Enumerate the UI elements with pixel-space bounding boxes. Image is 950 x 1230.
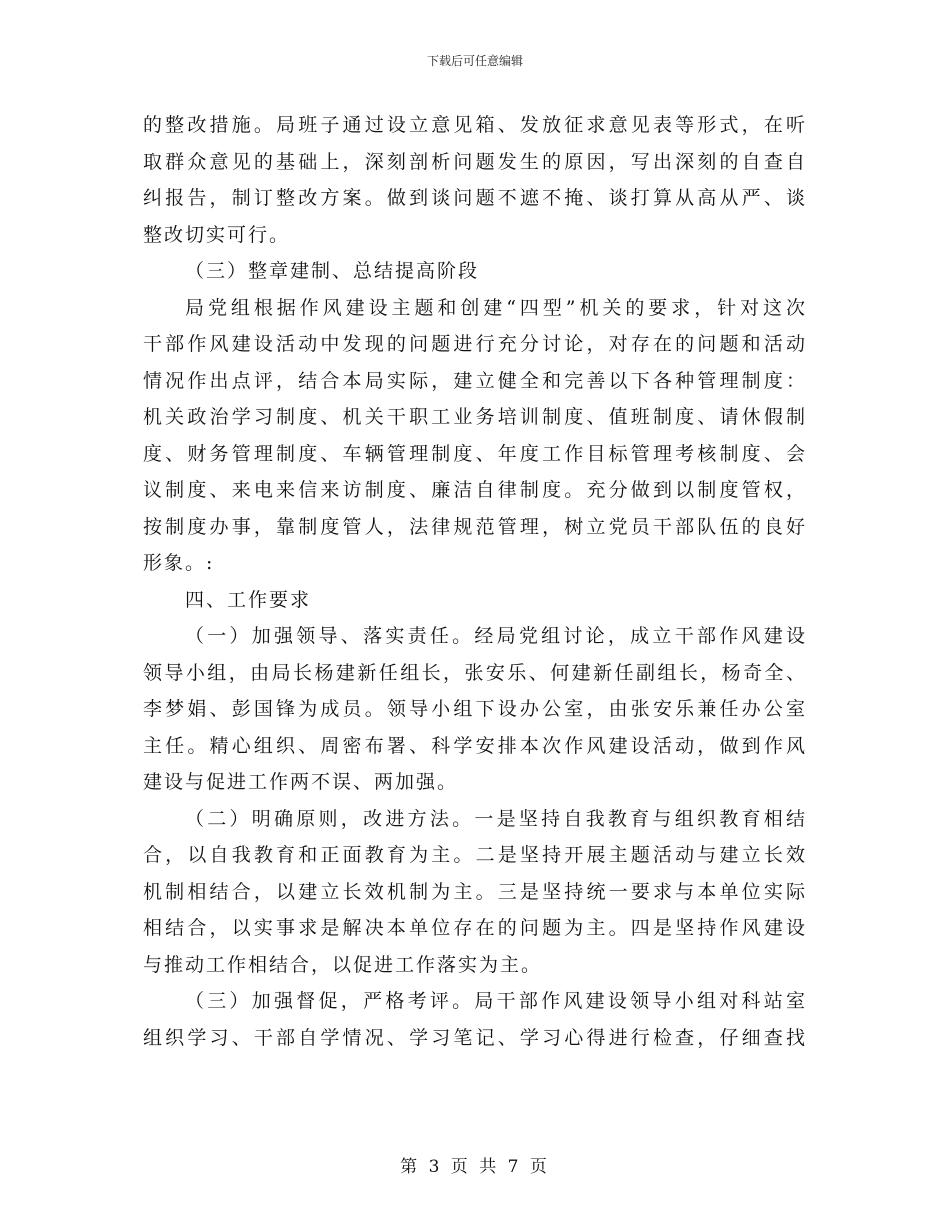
section-heading-phase-three [143,253,807,290]
text-line: （三）加强督促，严格考评。局干部作风建设领导小组对科站室 [185,990,807,1012]
paragraph-supervision [143,983,807,1056]
text-line: 纠报告，制订整改方案。做到谈问题不遮不掩、谈打算从高从严、谈 [143,187,807,209]
text-line: 机制相结合，以建立长效机制为主。三是坚持统一要求与本单位实际 [143,880,807,903]
paragraph-principles [143,801,807,984]
text-line: 合，以自我教育和正面教育为主。二是坚持开展主题活动与建立长效 [143,844,807,866]
text-line: 取群众意见的基础上，深刻剖析问题发生的原因，写出深刻的自查自 [143,150,807,173]
text-line: 情况作出点评，结合本局实际，建立健全和完善以下各种管理制度： [143,369,807,392]
section-heading-work-requirements [143,582,807,619]
text-line: 局党组根据作风建设主题和创建“四型”机关的要求，针对这次 [185,296,807,319]
text-line: 形象。: [143,552,215,574]
text-line: （二）明确原则，改进方法。一是坚持自我教育与组织教育相结 [185,807,807,830]
text-line: 组织学习、干部自学情况、学习笔记、学习心得进行检查，仔细查找 [143,1026,807,1049]
text-line: 领导小组，由局长杨建新任组长，张安乐、何建新任副组长，杨奇全、 [143,661,807,684]
text-line: 议制度、来电来信来访制度、廉洁自律制度。充分做到以制度管权， [143,479,807,501]
text-line: 李梦娟、彭国锋为成员。领导小组下设办公室，由张安乐兼任办公室 [143,698,807,720]
paragraph-systems [143,290,807,582]
text-line: 机关政治学习制度、机关干职工业务培训制度、值班制度、请休假制 [143,406,807,428]
text-line: 整改切实可行。 [143,223,291,246]
text-line: 主任。精心组织、周密布署、科学安排本次作风建设活动，做到作风 [143,734,807,757]
document-body [143,107,807,1056]
text-line: 的整改措施。局班子通过设立意见箱、发放征求意见表等形式，在听 [143,114,807,136]
text-line: 四、工作要求 [185,588,312,611]
paragraph-leadership [143,618,807,801]
text-line: 与推动工作相结合，以促进工作落实为主。 [143,953,543,976]
text-line: （一）加强领导、落实责任。经局党组讨论，成立干部作风建设 [185,625,807,647]
text-line: 度、财务管理制度、车辆管理制度、年度工作目标管理考核制度、会 [143,442,807,465]
paragraph-rectification [143,107,807,253]
text-line: 干部作风建设活动中发现的问题进行充分讨论，对存在的问题和活动 [143,333,807,355]
text-line: 建设与促进工作两不误、两加强。 [143,771,459,793]
page-number: 第 3 页 共 7 页 [400,1157,550,1177]
page-header: 下载后可任意编辑 [426,54,523,68]
text-line: 相结合，以实事求是解决本单位存在的问题为主。四是坚持作风建设 [143,917,807,939]
text-line: 按制度办事，靠制度管人，法律规范管理，树立党员干部队伍的良好 [143,515,807,538]
text-line: （三）整章建制、总结提高阶段 [185,260,480,282]
